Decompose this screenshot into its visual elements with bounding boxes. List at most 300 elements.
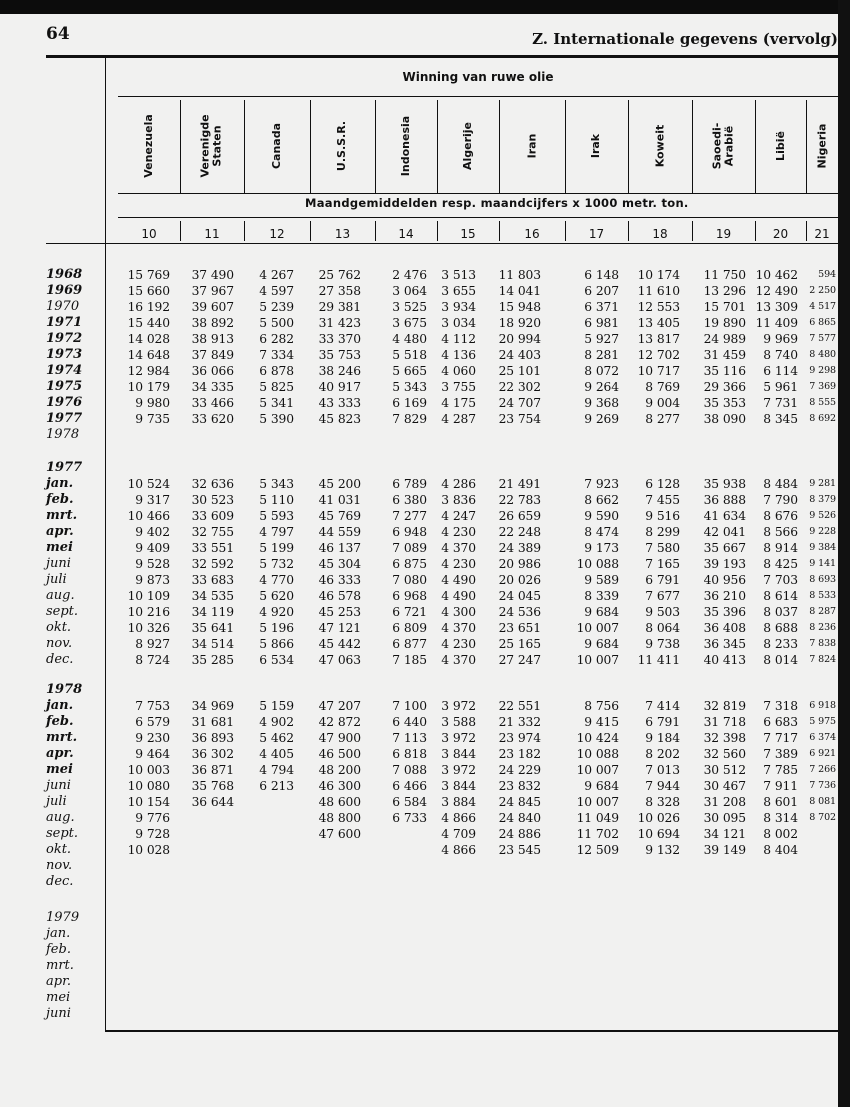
table-cell: 9 735 [135, 412, 170, 426]
scan-edge-right [838, 0, 850, 1107]
table-cell: 5 866 [259, 637, 294, 651]
table-cell: 6 380 [392, 493, 427, 507]
column-header-label: Saoedi- Arabië [710, 122, 736, 170]
column-header-label: U.S.S.R. [335, 120, 349, 172]
table-cell: 7 580 [645, 541, 680, 555]
block-title: 1979 [46, 910, 80, 925]
table-cell: 34 335 [191, 380, 234, 394]
table-cell: 10 466 [127, 509, 170, 523]
table-cell: 7 677 [645, 589, 680, 603]
row-label: apr. [46, 746, 74, 761]
table-cell: 8 533 [809, 590, 836, 601]
table-cell: 2 250 [809, 285, 836, 296]
row-label: juli [46, 572, 67, 587]
column-header [499, 100, 565, 192]
table-cell: 10 007 [576, 621, 619, 635]
table-cell: 3 972 [441, 731, 476, 745]
row-label: aug. [46, 588, 75, 603]
table-cell: 47 900 [318, 731, 361, 745]
table-cell: 9 402 [135, 525, 170, 539]
row-label: 1971 [46, 315, 83, 330]
table-cell: 8 277 [645, 412, 680, 426]
table-cell: 29 381 [318, 300, 361, 314]
table-cell: 35 353 [703, 396, 746, 410]
table-cell: 9 776 [135, 811, 170, 825]
table-cell: 9 264 [584, 380, 619, 394]
table-cell: 9 516 [645, 509, 680, 523]
column-header [565, 100, 628, 192]
table-cell: 8 474 [584, 525, 619, 539]
table-cell: 9 141 [809, 558, 836, 569]
column-number: 19 [715, 227, 732, 241]
table-cell: 25 101 [498, 364, 541, 378]
table-cell: 24 536 [498, 605, 541, 619]
top-rule [46, 55, 838, 58]
row-label: mrt. [46, 508, 78, 523]
column-header [437, 100, 499, 192]
table-cell: 4 902 [259, 715, 294, 729]
table-cell: 10 003 [127, 763, 170, 777]
table-cell: 8 914 [763, 541, 798, 555]
table-cell: 8 724 [135, 653, 170, 667]
table-cell: 35 753 [318, 348, 361, 362]
table-cell: 7 838 [809, 638, 836, 649]
row-label: mrt. [46, 730, 78, 745]
column-header-label: Libië [773, 131, 787, 161]
table-cell: 8 601 [763, 795, 798, 809]
table-cell: 7 266 [809, 764, 836, 775]
table-cell: 9 526 [809, 510, 836, 521]
table-cell: 4 286 [441, 477, 476, 491]
table-cell: 41 031 [318, 493, 361, 507]
table-cell: 31 718 [703, 715, 746, 729]
table-cell: 5 239 [259, 300, 294, 314]
table-cell: 33 370 [318, 332, 361, 346]
table-cell: 37 490 [191, 268, 234, 282]
table-cell: 8 328 [645, 795, 680, 809]
table-cell: 5 343 [392, 380, 427, 394]
table-cell: 594 [818, 269, 836, 280]
table-cell: 46 578 [318, 589, 361, 603]
table-cell: 10 028 [127, 843, 170, 857]
table-cell: 8 555 [809, 397, 836, 408]
table-cell: 22 302 [498, 380, 541, 394]
table-cell: 6 371 [584, 300, 619, 314]
row-label: feb. [46, 942, 71, 957]
table-cell: 24 045 [498, 589, 541, 603]
table-cell: 7 185 [392, 653, 427, 667]
row-label: okt. [46, 842, 72, 857]
table-cell: 29 366 [703, 380, 746, 394]
table-cell: 32 636 [191, 477, 234, 491]
table-cell: 24 707 [498, 396, 541, 410]
table-cell: 4 370 [441, 653, 476, 667]
table-cell: 5 199 [259, 541, 294, 555]
table-cell: 7 736 [809, 780, 836, 791]
table-cell: 4 490 [441, 573, 476, 587]
table-cell: 4 920 [259, 605, 294, 619]
table-cell: 6 169 [392, 396, 427, 410]
table-cell: 6 374 [809, 732, 836, 743]
table-cell: 15 440 [127, 316, 170, 330]
column-number: 14 [398, 227, 414, 241]
table-cell: 6 865 [809, 317, 836, 328]
table-cell: 9 873 [135, 573, 170, 587]
table-cell: 6 875 [392, 557, 427, 571]
table-cell: 9 173 [584, 541, 619, 555]
row-label: mei [46, 540, 73, 555]
table-cell: 31 208 [703, 795, 746, 809]
table-cell: 32 592 [191, 557, 234, 571]
table-cell: 12 984 [127, 364, 170, 378]
table-cell: 23 182 [498, 747, 541, 761]
row-label: 1970 [46, 299, 80, 314]
table-cell: 7 455 [645, 493, 680, 507]
table-cell: 47 121 [318, 621, 361, 635]
table-cell: 34 535 [191, 589, 234, 603]
table-cell: 19 890 [703, 316, 746, 330]
table-cell: 35 116 [703, 364, 746, 378]
table-cell: 8 281 [584, 348, 619, 362]
table-cell: 9 269 [584, 412, 619, 426]
table-cell: 4 175 [441, 396, 476, 410]
table-cell: 8 614 [763, 589, 798, 603]
table-cell: 11 610 [637, 284, 680, 298]
table-cell: 7 703 [763, 573, 798, 587]
block-title: 1977 [46, 460, 83, 475]
table-cell: 6 791 [645, 573, 680, 587]
table-cell: 6 148 [584, 268, 619, 282]
table-cell: 6 114 [763, 364, 798, 378]
row-label: 1973 [46, 347, 83, 362]
table-cell: 45 304 [318, 557, 361, 571]
table-cell: 7 944 [645, 779, 680, 793]
table-cell: 12 702 [637, 348, 680, 362]
table-cell: 36 066 [191, 364, 234, 378]
table-cell: 4 517 [809, 301, 836, 312]
table-cell: 39 193 [703, 557, 746, 571]
table-cell: 8 693 [809, 574, 836, 585]
table-cell: 10 109 [127, 589, 170, 603]
table-cell: 7 824 [809, 654, 836, 665]
table-cell: 3 884 [441, 795, 476, 809]
table-cell: 5 196 [259, 621, 294, 635]
table-cell: 44 559 [318, 525, 361, 539]
column-header [244, 100, 310, 192]
table-cell: 5 961 [763, 380, 798, 394]
table-cell: 4 370 [441, 621, 476, 635]
table-caption: Winning van ruwe olie [402, 70, 554, 84]
table-cell: 9 132 [645, 843, 680, 857]
row-label: apr. [46, 974, 71, 989]
table-cell: 14 648 [127, 348, 170, 362]
table-cell: 3 934 [441, 300, 476, 314]
table-cell: 10 154 [127, 795, 170, 809]
table-cell: 6 809 [392, 621, 427, 635]
table-cell: 3 064 [392, 284, 427, 298]
table-cell: 8 688 [763, 621, 798, 635]
table-cell: 11 049 [576, 811, 619, 825]
row-label: nov. [46, 636, 73, 651]
table-cell: 10 007 [576, 763, 619, 777]
table-cell: 7 318 [763, 699, 798, 713]
table-cell: 39 149 [703, 843, 746, 857]
table-cell: 5 732 [259, 557, 294, 571]
table-cell: 32 819 [703, 699, 746, 713]
row-label: 1975 [46, 379, 83, 394]
unit-rule [118, 217, 838, 218]
table-cell: 14 041 [498, 284, 541, 298]
column-number: 11 [204, 227, 220, 241]
table-cell: 6 918 [809, 700, 836, 711]
table-cell: 15 948 [498, 300, 541, 314]
table-cell: 10 424 [576, 731, 619, 745]
table-cell: 7 923 [584, 477, 619, 491]
table-cell: 5 390 [259, 412, 294, 426]
row-label: 1968 [46, 267, 83, 282]
table-cell: 45 823 [318, 412, 361, 426]
column-number: 15 [460, 227, 476, 241]
column-number: 13 [334, 227, 351, 241]
table-cell: 14 028 [127, 332, 170, 346]
table-cell: 30 095 [703, 811, 746, 825]
table-cell: 24 989 [703, 332, 746, 346]
table-cell: 38 913 [191, 332, 234, 346]
table-cell: 5 462 [259, 731, 294, 745]
table-cell: 8 287 [809, 606, 836, 617]
column-header-label: Venezuela [142, 114, 155, 178]
row-label: feb. [46, 492, 74, 507]
table-cell: 8 014 [763, 653, 798, 667]
row-label: apr. [46, 524, 74, 539]
row-label: aug. [46, 810, 75, 825]
table-cell: 30 523 [191, 493, 234, 507]
table-cell: 40 413 [703, 653, 746, 667]
row-label: mei [46, 762, 73, 777]
table-cell: 36 210 [703, 589, 746, 603]
table-cell: 35 667 [703, 541, 746, 555]
table-cell: 6 584 [392, 795, 427, 809]
table-cell: 9 684 [584, 779, 619, 793]
table-cell: 10 179 [127, 380, 170, 394]
column-number: 18 [652, 227, 668, 241]
table-cell: 10 088 [576, 747, 619, 761]
table-cell: 4 230 [441, 637, 476, 651]
table-cell: 6 579 [135, 715, 170, 729]
table-cell: 9 384 [809, 542, 836, 553]
table-cell: 9 590 [584, 509, 619, 523]
table-cell: 12 553 [637, 300, 680, 314]
table-cell: 3 588 [441, 715, 476, 729]
table-cell: 8 702 [809, 812, 836, 823]
table-cell: 13 309 [755, 300, 798, 314]
table-cell: 12 490 [755, 284, 798, 298]
table-cell: 36 888 [703, 493, 746, 507]
table-cell: 36 302 [191, 747, 234, 761]
table-cell: 30 467 [703, 779, 746, 793]
table-cell: 48 600 [318, 795, 361, 809]
table-cell: 45 769 [318, 509, 361, 523]
table-cell: 10 462 [755, 268, 798, 282]
table-cell: 5 343 [259, 477, 294, 491]
column-header-label: Algerije [460, 121, 474, 171]
table-cell: 9 464 [135, 747, 170, 761]
row-label: jan. [46, 698, 74, 713]
table-cell: 9 728 [135, 827, 170, 841]
table-cell: 48 800 [318, 811, 361, 825]
table-cell: 15 660 [127, 284, 170, 298]
table-cell: 4 247 [441, 509, 476, 523]
table-cell: 9 415 [584, 715, 619, 729]
table-cell: 9 684 [584, 605, 619, 619]
table-cell: 7 577 [809, 333, 836, 344]
table-cell: 33 620 [191, 412, 234, 426]
table-cell: 10 026 [637, 811, 680, 825]
table-cell: 8 769 [645, 380, 680, 394]
column-header-label: Iran [525, 133, 538, 159]
table-cell: 3 034 [441, 316, 476, 330]
table-cell: 47 600 [318, 827, 361, 841]
table-cell: 23 754 [498, 412, 541, 426]
table-cell: 45 200 [318, 477, 361, 491]
unit-line: Maandgemiddelden resp. maandcijfers x 1000 metr. ton. [305, 196, 689, 210]
column-header [755, 100, 806, 192]
table-cell: 24 403 [498, 348, 541, 362]
table-cell: 6 948 [392, 525, 427, 539]
column-header-label: Nigeria [815, 123, 828, 169]
column-header [118, 100, 180, 192]
table-cell: 31 423 [318, 316, 361, 330]
table-cell: 30 512 [703, 763, 746, 777]
table-cell: 11 803 [498, 268, 541, 282]
table-cell: 7 113 [392, 731, 427, 745]
table-cell: 47 207 [318, 699, 361, 713]
table-cell: 20 026 [498, 573, 541, 587]
table-cell: 24 229 [498, 763, 541, 777]
table-cell: 13 817 [637, 332, 680, 346]
table-cell: 34 514 [191, 637, 234, 651]
table-cell: 18 920 [498, 316, 541, 330]
table-cell: 6 128 [645, 477, 680, 491]
table-cell: 4 709 [441, 827, 476, 841]
table-cell: 7 717 [763, 731, 798, 745]
row-label: 1974 [46, 363, 83, 378]
table-cell: 31 681 [191, 715, 234, 729]
table-cell: 5 927 [584, 332, 619, 346]
table-cell: 24 389 [498, 541, 541, 555]
row-label: juni [46, 1006, 71, 1021]
table-cell: 4 794 [259, 763, 294, 777]
table-cell: 4 267 [259, 268, 294, 282]
table-cell: 33 551 [191, 541, 234, 555]
table-cell: 23 651 [498, 621, 541, 635]
table-cell: 33 683 [191, 573, 234, 587]
table-cell: 36 871 [191, 763, 234, 777]
table-cell: 6 721 [392, 605, 427, 619]
table-cell: 8 756 [584, 699, 619, 713]
table-cell: 35 285 [191, 653, 234, 667]
column-header [310, 100, 375, 192]
table-cell: 9 684 [584, 637, 619, 651]
table-cell: 3 675 [392, 316, 427, 330]
table-cell: 6 466 [392, 779, 427, 793]
table-cell: 32 398 [703, 731, 746, 745]
table-cell: 34 969 [191, 699, 234, 713]
table-cell: 5 518 [392, 348, 427, 362]
table-cell: 27 247 [498, 653, 541, 667]
table-cell: 32 560 [703, 747, 746, 761]
scan-edge-top [0, 0, 850, 14]
table-cell: 38 090 [703, 412, 746, 426]
table-cell: 35 396 [703, 605, 746, 619]
table-cell: 21 491 [498, 477, 541, 491]
table-cell: 23 832 [498, 779, 541, 793]
table-cell: 4 230 [441, 525, 476, 539]
table-cell: 4 480 [392, 332, 427, 346]
table-cell: 9 503 [645, 605, 680, 619]
row-label: jan. [46, 476, 74, 491]
table-cell: 13 405 [637, 316, 680, 330]
table-cell: 46 137 [318, 541, 361, 555]
table-cell: 8 345 [763, 412, 798, 426]
table-cell: 7 753 [135, 699, 170, 713]
table-cell: 7 785 [763, 763, 798, 777]
table-cell: 34 121 [703, 827, 746, 841]
row-label: okt. [46, 620, 72, 635]
row-label: 1969 [46, 283, 83, 298]
table-cell: 39 607 [191, 300, 234, 314]
table-cell: 4 287 [441, 412, 476, 426]
table-cell: 4 230 [441, 557, 476, 571]
table-cell: 6 877 [392, 637, 427, 651]
table-cell: 9 317 [135, 493, 170, 507]
table-cell: 37 849 [191, 348, 234, 362]
caption-rule [118, 96, 838, 97]
row-label: 1978 [46, 427, 80, 442]
column-number: 17 [588, 227, 605, 241]
block-title: 1978 [46, 682, 83, 697]
row-label: 1976 [46, 395, 83, 410]
column-header-label: Irak [589, 133, 603, 159]
table-cell: 25 762 [318, 268, 361, 282]
table-cell: 20 994 [498, 332, 541, 346]
table-cell: 35 768 [191, 779, 234, 793]
table-cell: 10 694 [637, 827, 680, 841]
table-cell: 7 790 [763, 493, 798, 507]
table-cell: 13 296 [703, 284, 746, 298]
table-cell: 6 921 [809, 748, 836, 759]
column-header-label: Verenigde Staten [198, 114, 224, 178]
table-cell: 24 845 [498, 795, 541, 809]
table-cell: 8 072 [584, 364, 619, 378]
table-cell: 22 551 [498, 699, 541, 713]
column-header [180, 100, 244, 192]
column-header-label: Canada [269, 122, 283, 170]
table-cell: 24 840 [498, 811, 541, 825]
table-cell: 21 332 [498, 715, 541, 729]
table-cell: 8 314 [763, 811, 798, 825]
column-header-label: Indonesia [398, 115, 412, 177]
table-cell: 37 967 [191, 284, 234, 298]
table-cell: 20 986 [498, 557, 541, 571]
table-cell: 6 213 [259, 779, 294, 793]
table-cell: 10 326 [127, 621, 170, 635]
table-cell: 41 634 [703, 509, 746, 523]
table-cell: 8 480 [809, 349, 836, 360]
table-cell: 10 524 [127, 477, 170, 491]
table-cell: 7 013 [645, 763, 680, 777]
table-cell: 31 459 [703, 348, 746, 362]
